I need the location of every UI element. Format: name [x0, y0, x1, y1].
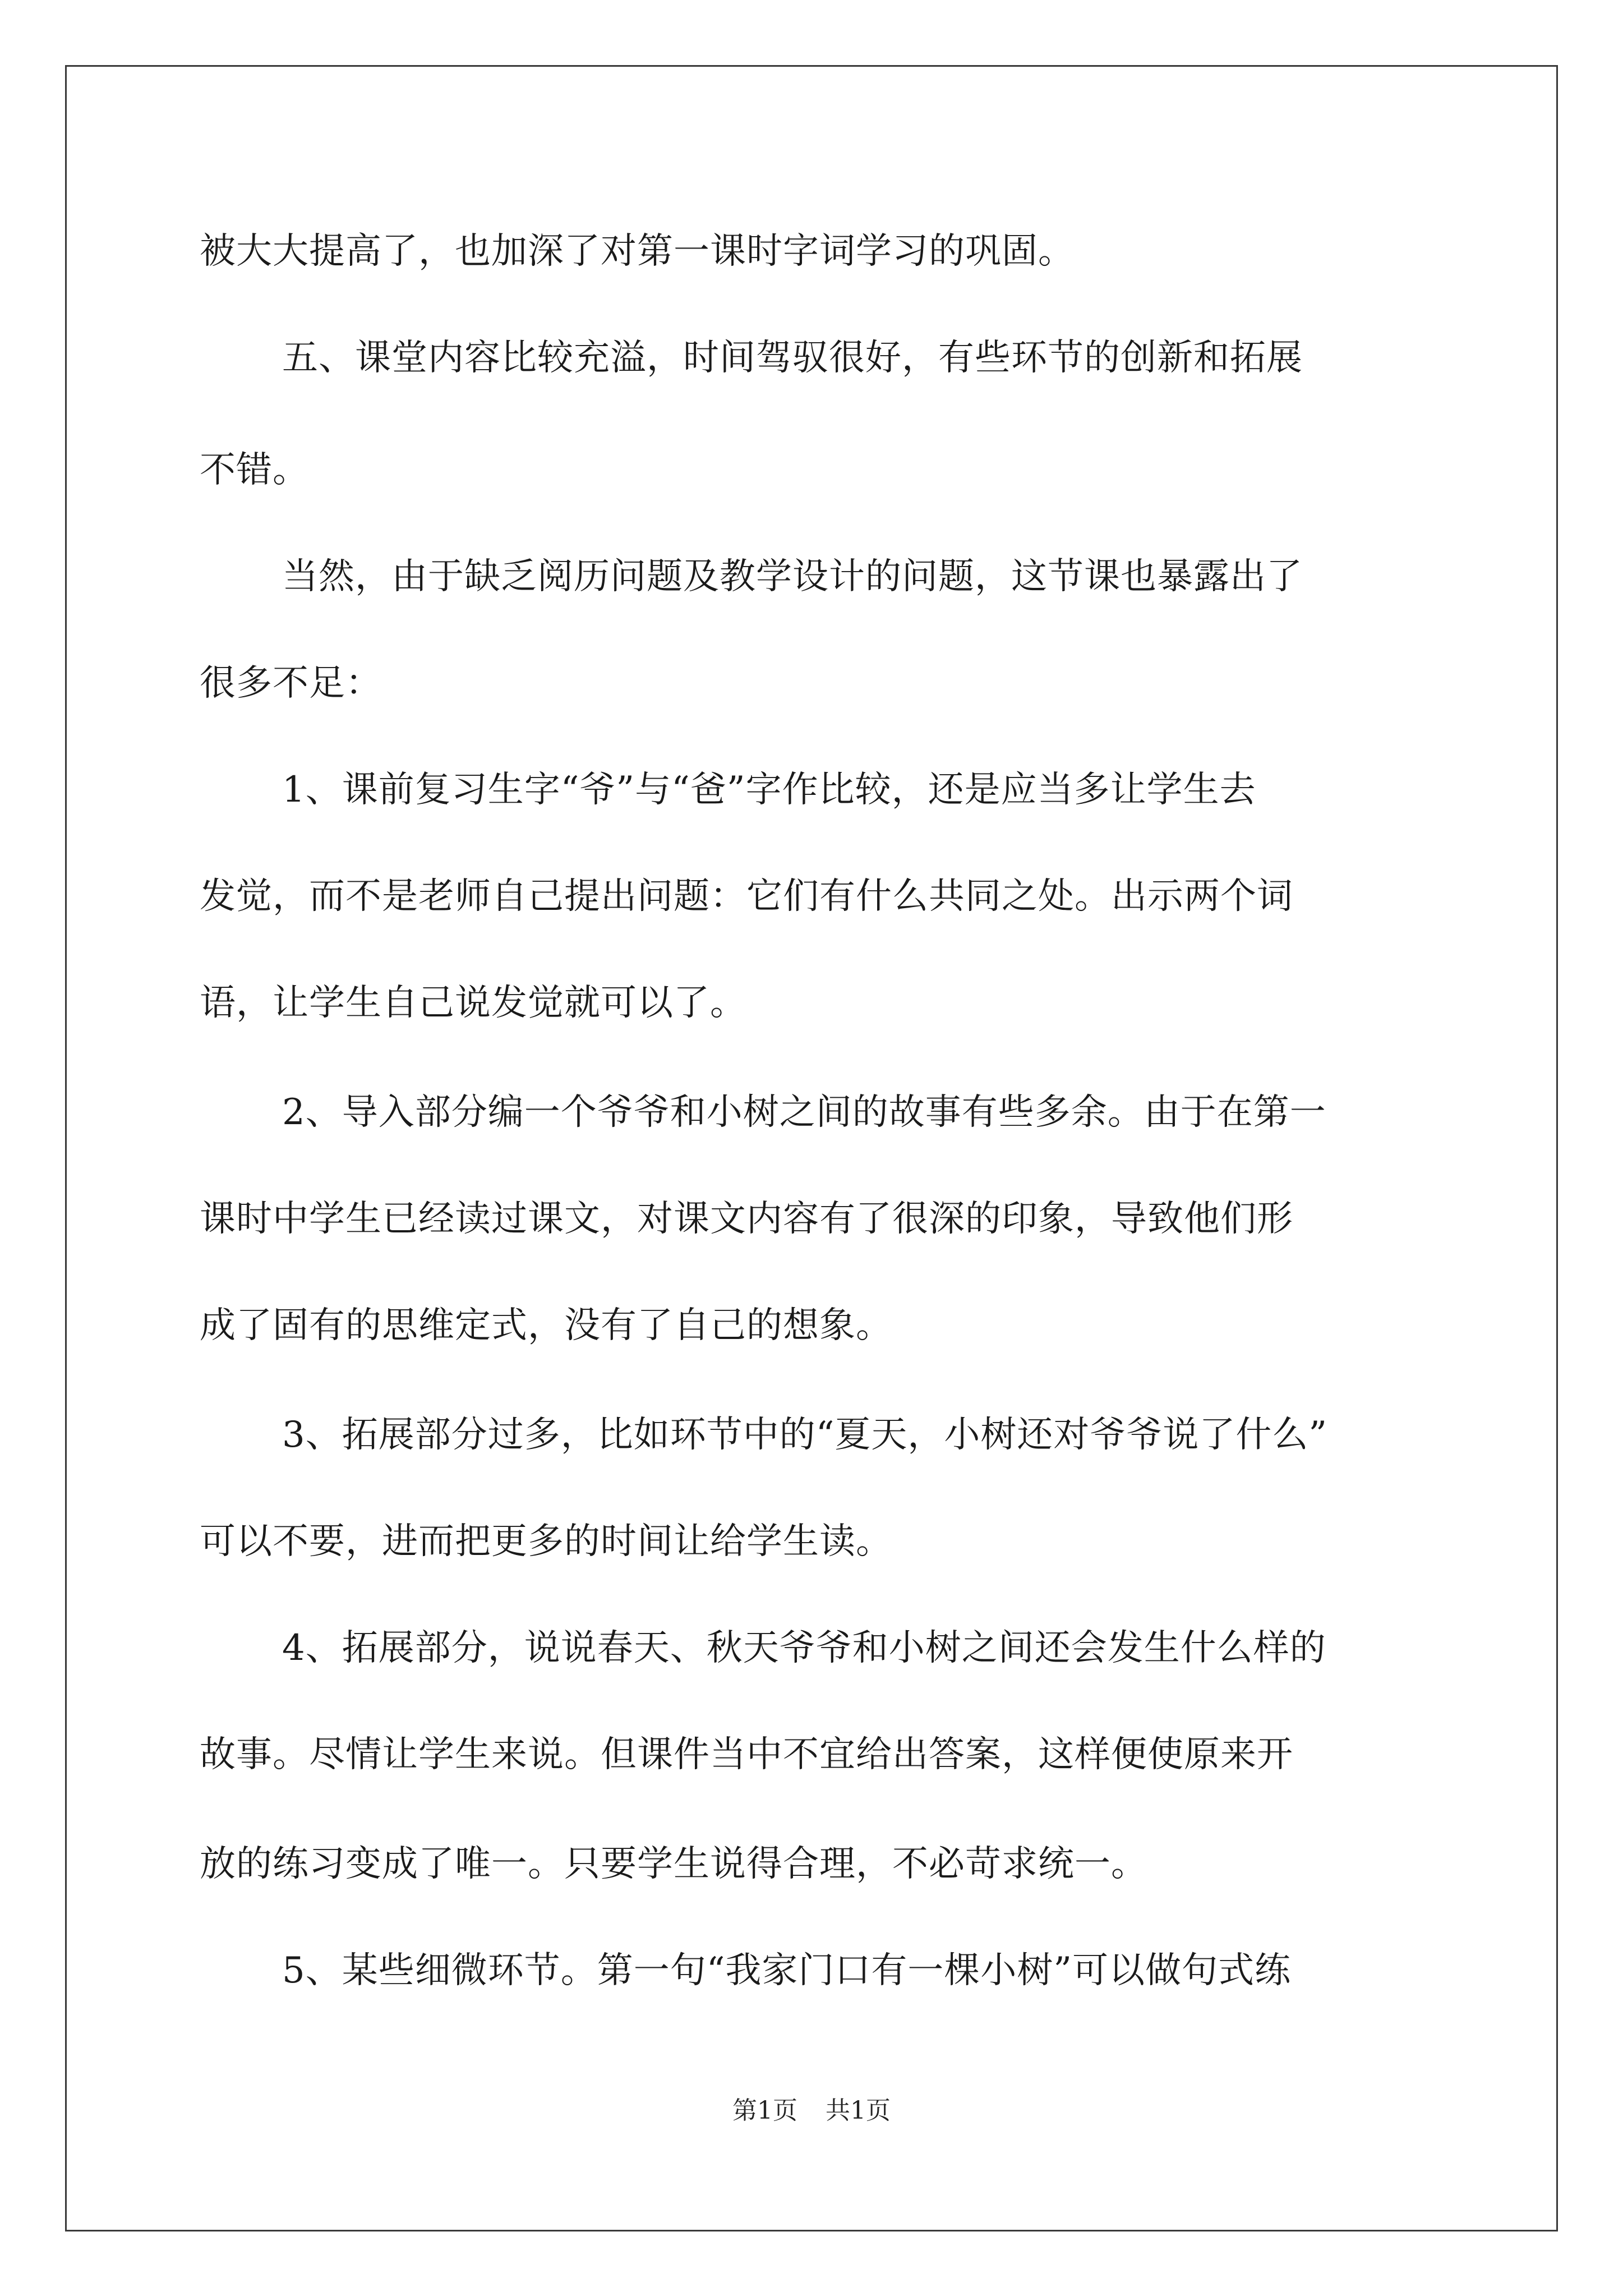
page-border — [65, 65, 1558, 2231]
page-number-current: 第1页 — [732, 2096, 797, 2125]
text-line: 课时中学生已经读过课文，对课文内容有了很深的印象，导致他们形 — [200, 1198, 1293, 1240]
text-line: 放的练习变成了唯一。只要学生说得合理，不必苛求统一。 — [200, 1843, 1147, 1885]
text-line: 不错。 — [200, 449, 309, 491]
page-number-total: 共1页 — [826, 2096, 891, 2125]
text-line: 五、课堂内容比较充溢，时间驾驭很好，有些环节的创新和拓展 — [282, 337, 1303, 379]
page-footer — [0, 2095, 1623, 2127]
text-line: 3、拓展部分过多，比如环节中的“夏天，小树还对爷爷说了什么” — [282, 1414, 1328, 1456]
text-line: 5、某些细微环节。第一句“我家门口有一棵小树”可以做句式练 — [282, 1950, 1292, 1991]
text-line: 2、导入部分编一个爷爷和小树之间的故事有些多余。由于在第一 — [282, 1092, 1326, 1133]
text-line: 4、拓展部分，说说春天、秋天爷爷和小树之间还会发生什么样的 — [282, 1627, 1326, 1669]
text-line: 被大大提高了，也加深了对第一课时字词学习的巩固。 — [200, 231, 1075, 272]
text-line: 很多不足： — [200, 662, 382, 704]
text-line: 语，让学生自己说发觉就可以了。 — [200, 982, 746, 1024]
text-line: 当然，由于缺乏阅历问题及教学设计的问题，这节课也暴露出了 — [282, 556, 1303, 597]
text-line: 1、课前复习生字“爷”与“爸”字作比较，还是应当多让学生去 — [282, 769, 1256, 811]
text-line: 可以不要，进而把更多的时间让给学生读。 — [200, 1521, 892, 1562]
text-line: 故事。尽情让学生来说。但课件当中不宜给出答案，这样便使原来开 — [200, 1734, 1293, 1775]
text-line: 成了固有的思维定式，没有了自己的想象。 — [200, 1305, 892, 1346]
text-line: 发觉，而不是老师自己提出问题：它们有什么共同之处。出示两个词 — [200, 876, 1293, 917]
